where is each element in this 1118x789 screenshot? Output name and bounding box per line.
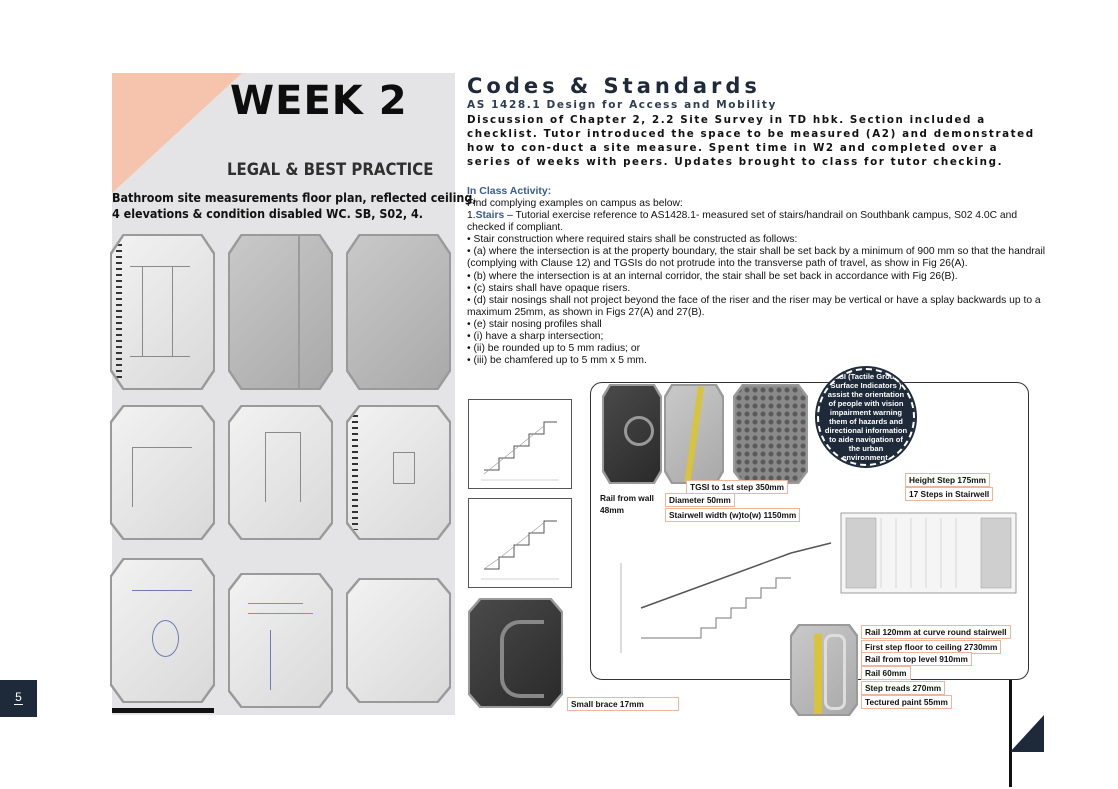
activity-line: • Stair construction where required stairs shall be constructed as follows: xyxy=(467,234,798,246)
photo-handrail-wall xyxy=(602,384,662,484)
activity-heading: In Class Activity: xyxy=(467,185,552,197)
photo-notebook-page xyxy=(346,578,451,703)
label-rail-top-level: Rail from top level 910mm xyxy=(861,652,972,666)
photo-rail-curve xyxy=(790,624,858,716)
activity-line: • (d) stair nosings shall not project beyond the face of the riser and the riser may be vertical or have a splay backwards up to a maximum 25mm, as shown in Figs 27(A) and 27(B). xyxy=(467,294,1041,318)
discussion-paragraph: Discussion of Chapter 2, 2.2 Site Survey in TD hbk. Section included a checklist. Tutor introduced the space to be measured (A2) and demonstrated how to con-duct a site measure. Spent time in W2 and completed over a series of weeks with peers. Updates brought to class for tutor checking. xyxy=(467,114,1035,168)
activity-line: • (i) have a sharp intersection; xyxy=(467,331,604,343)
photo-caption xyxy=(112,190,477,222)
tgsi-note-text: TGSI (Tactile Ground Surface Indicators ) assist the orientation of people with vision impairment warning them of hazards and directional information to aide navigation of the urban environment. xyxy=(824,372,908,462)
photo-wall-panel-2 xyxy=(346,234,451,390)
label-small-brace: Small brace 17mm xyxy=(567,697,679,711)
stairs-keyword: Stairs xyxy=(475,210,505,222)
label-diameter: Diameter 50mm xyxy=(665,493,735,507)
caption-line-1: Bathroom site measurements floor plan, reflected ceiling, xyxy=(112,190,477,205)
photo-sketchbook-floor-plan xyxy=(110,234,215,390)
decorative-navy-triangle xyxy=(1010,715,1044,752)
stair-diagram-fig-27a xyxy=(468,399,572,489)
photo-sketch-elevation-3 xyxy=(346,405,451,540)
photo-small-brace xyxy=(468,598,563,708)
label-first-step-ceiling: First step floor to ceiling 2730mm xyxy=(861,640,1001,654)
activity-line: • (iii) be chamfered up to 5 mm x 5 mm. xyxy=(467,355,647,367)
activity-line: • (b) where the intersection is at an internal corridor, the stair shall be set back in accordance with Fig 26(B). xyxy=(467,270,958,282)
activity-line-stairs: 1.Stairs – Tutorial exercise reference to AS1428.1- measured set of stairs/handrail on Southbank campus, S02 4.0C and checked if compliant. xyxy=(467,210,1018,234)
stair-figure-a xyxy=(469,400,571,488)
tgsi-note-badge xyxy=(817,368,915,466)
rail-bracket-icon xyxy=(624,416,654,446)
activity-body xyxy=(467,198,1047,367)
page-number-badge xyxy=(0,680,37,717)
label-rail-from-wall: Rail from wall 48mm xyxy=(600,493,654,515)
label-rail-60: Rail 60mm xyxy=(861,666,911,680)
photo-tactile-indicators xyxy=(733,384,808,484)
peach-corner-decoration xyxy=(112,73,242,193)
page-number: 5 xyxy=(15,690,22,704)
week-title: WEEK 2 xyxy=(230,78,408,124)
label-tgsi-first-step: TGSI to 1st step 350mm xyxy=(686,480,788,494)
label-rail-curve: Rail 120mm at curve round stairwell xyxy=(861,625,1011,639)
photo-yellow-nosing xyxy=(664,384,724,484)
label-tectured-paint: Tectured paint 55mm xyxy=(861,695,952,709)
bottom-accent-bar xyxy=(112,708,214,713)
photo-hand-sketch-plan xyxy=(110,558,215,703)
activity-line: • (a) where the intersection is at the property boundary, the stair shall be set back by a minimum of 900 mm so that the handrail (complying with Clause 12) and TGSIs do not protrude into the transverse path of travel, as show in Fig 26(A). xyxy=(467,246,1046,270)
label-height-step: Height Step 175mm xyxy=(905,473,990,487)
section-title: LEGAL & BEST PRACTICE xyxy=(227,160,434,180)
label-step-treads: Step treads 270mm xyxy=(861,681,945,695)
activity-line: • (c) stairs shall have opaque risers. xyxy=(467,282,631,294)
photo-sketch-elevation-2 xyxy=(228,405,333,540)
label-steps-in-stairwell: 17 Steps in Stairwell xyxy=(905,487,993,501)
photo-sketch-elevation-1 xyxy=(110,405,215,540)
activity-line: • (e) stair nosing profiles shall xyxy=(467,318,602,330)
photo-hand-notes xyxy=(228,573,333,708)
photo-wall-panel-1 xyxy=(228,234,333,390)
caption-line-2: 4 elevations & condition disabled WC. SB, S02, 4. xyxy=(112,206,424,221)
standard-subtitle: AS 1428.1 Design for Access and Mobility xyxy=(467,99,777,111)
activity-line: Find complying examples on campus as below: xyxy=(467,198,683,209)
stair-figure-b xyxy=(469,499,571,587)
activity-line: • (ii) be rounded up to 5 mm radius; or xyxy=(467,343,641,355)
stair-diagram-fig-27b xyxy=(468,498,572,588)
codes-standards-title: Codes & Standards xyxy=(467,74,761,98)
label-stairwell-width: Stairwell width (w)to(w) 1150mm xyxy=(665,508,800,522)
